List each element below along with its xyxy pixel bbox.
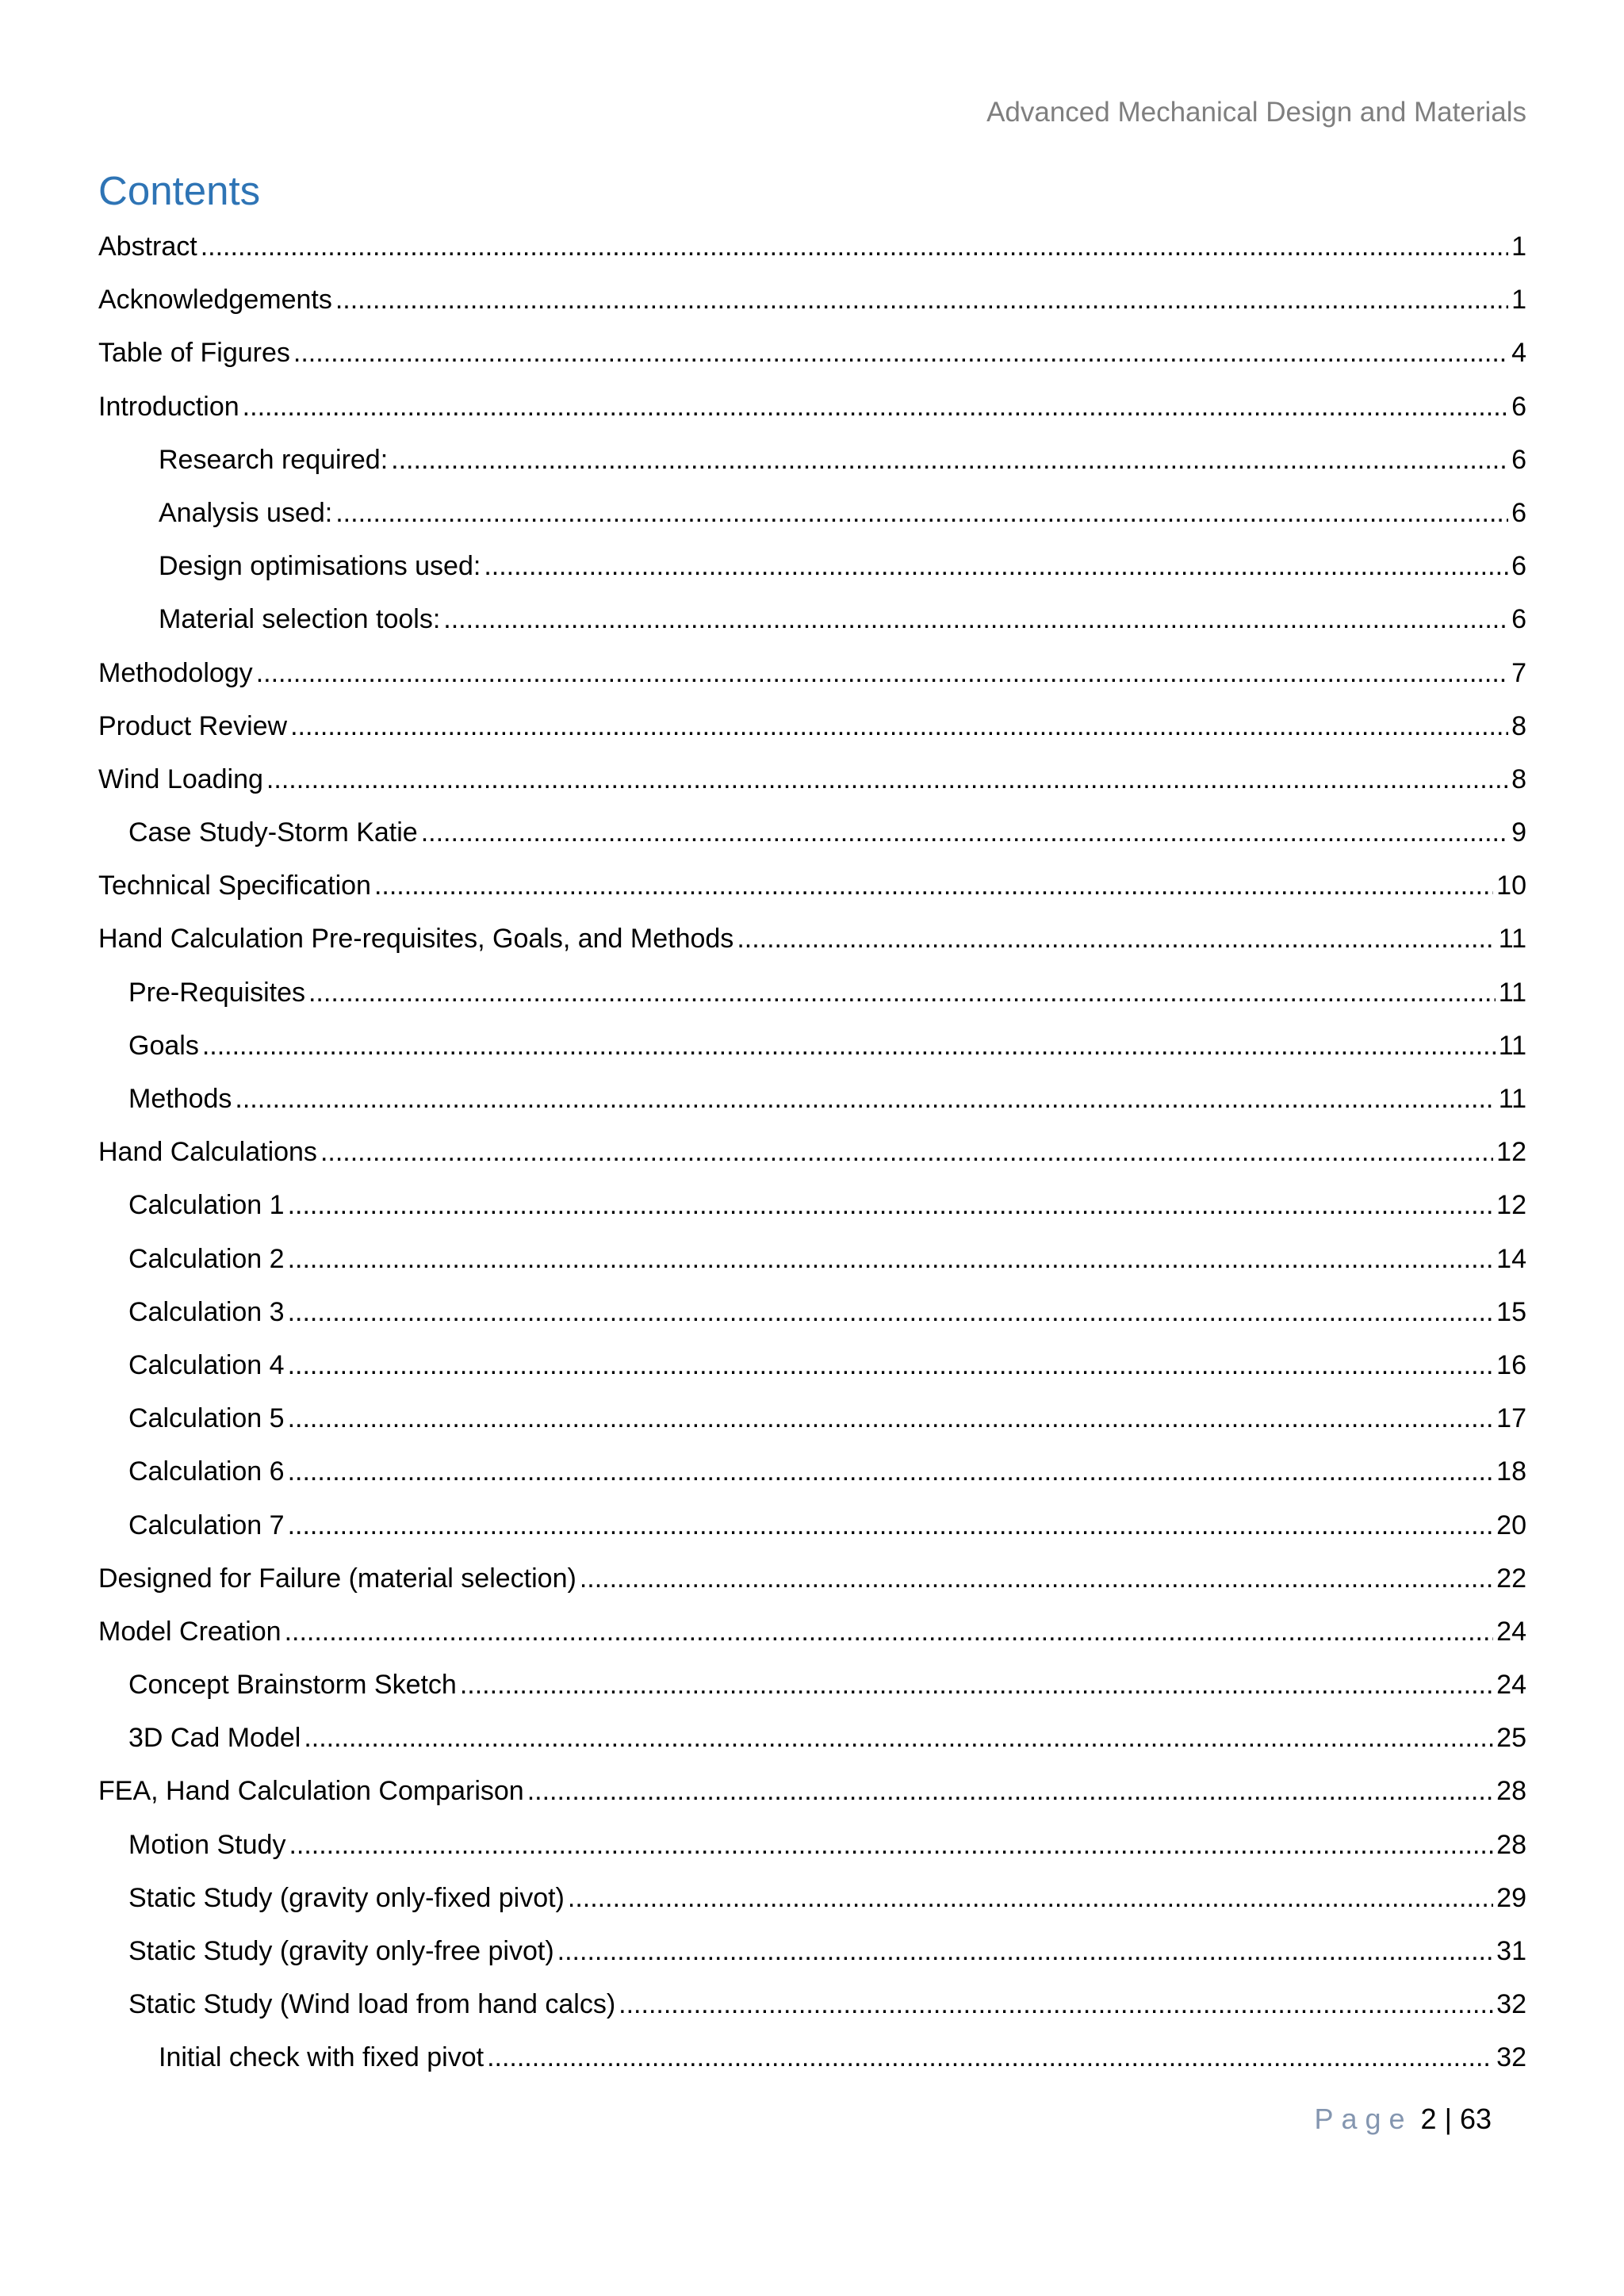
toc-entry-label[interactable]: Calculation 3: [128, 1296, 285, 1327]
toc-entry-page[interactable]: 32: [1496, 2042, 1526, 2073]
page-number-current: 2: [1420, 2103, 1437, 2135]
toc-entry-label[interactable]: Static Study (Wind load from hand calcs): [128, 1989, 616, 2020]
toc-entry-page[interactable]: 17: [1496, 1403, 1526, 1434]
toc-entry-page[interactable]: 29: [1496, 1882, 1526, 1913]
toc-entry-page[interactable]: 11: [1498, 977, 1526, 1008]
toc-dot-leader: [288, 1505, 1494, 1546]
toc-entry-page[interactable]: 1: [1511, 285, 1526, 316]
toc-entry-label[interactable]: Table of Figures: [98, 338, 290, 369]
toc-entry-page[interactable]: 22: [1496, 1563, 1526, 1594]
toc-entry[interactable]: [98, 439, 1526, 492]
toc-dot-leader: [256, 652, 1508, 694]
toc-entry-label[interactable]: Analysis used:: [159, 497, 333, 528]
toc-entry[interactable]: [98, 865, 1526, 918]
toc-entry-page[interactable]: 14: [1496, 1243, 1526, 1274]
toc-entry[interactable]: [98, 1931, 1526, 1984]
toc-entry-label[interactable]: Calculation 5: [128, 1403, 285, 1434]
toc-entry-page[interactable]: 16: [1496, 1349, 1526, 1380]
toc-entry[interactable]: [98, 1184, 1526, 1238]
toc-dot-leader: [737, 918, 1495, 959]
toc-entry-label[interactable]: 3D Cad Model: [128, 1723, 301, 1754]
toc-entry[interactable]: [98, 545, 1526, 599]
toc-entry-label[interactable]: Static Study (gravity only-fixed pivot): [128, 1882, 565, 1913]
toc-entry[interactable]: [98, 972, 1526, 1025]
toc-entry-label[interactable]: Design optimisations used:: [159, 551, 481, 582]
toc-entry-page[interactable]: 24: [1496, 1670, 1526, 1701]
toc-entry-page[interactable]: 11: [1498, 924, 1526, 955]
toc-entry-label[interactable]: Material selection tools:: [159, 604, 441, 635]
toc-entry-page[interactable]: 12: [1496, 1190, 1526, 1221]
toc-entry[interactable]: [98, 706, 1526, 759]
toc-entry-label[interactable]: Motion Study: [128, 1829, 286, 1860]
toc-entry-page[interactable]: 12: [1496, 1137, 1526, 1168]
toc-entry[interactable]: [98, 1770, 1526, 1823]
toc-dot-leader: [288, 1398, 1494, 1439]
toc-dot-leader: [243, 386, 1508, 427]
toc-entry-page[interactable]: 10: [1496, 871, 1526, 901]
toc-entry[interactable]: [98, 1984, 1526, 2037]
toc-dot-leader: [460, 1664, 1493, 1705]
toc-entry-page[interactable]: 24: [1496, 1616, 1526, 1647]
page-footer: [1314, 2103, 1492, 2136]
toc-entry-page[interactable]: 15: [1496, 1296, 1526, 1327]
toc-dot-leader: [335, 492, 1508, 534]
toc-entry[interactable]: [98, 1824, 1526, 1877]
toc-entry-page[interactable]: 20: [1496, 1510, 1526, 1540]
toc-entry-page[interactable]: 7: [1511, 657, 1526, 688]
toc-entry-page[interactable]: 6: [1511, 497, 1526, 528]
toc-dot-leader: [293, 332, 1508, 373]
toc-dot-leader: [527, 1770, 1493, 1812]
toc-entry[interactable]: [98, 1611, 1526, 1664]
toc-dot-leader: [304, 1717, 1493, 1758]
toc-dot-leader: [308, 972, 1496, 1013]
toc-entry-label[interactable]: Model Creation: [98, 1616, 282, 1647]
toc-dot-leader: [201, 226, 1508, 267]
toc-entry-label[interactable]: Abstract: [98, 232, 197, 262]
toc-entry-page[interactable]: 6: [1511, 551, 1526, 582]
toc-entry-page[interactable]: 8: [1511, 763, 1526, 794]
toc-entry-page[interactable]: 31: [1496, 1936, 1526, 1966]
toc-entry-label[interactable]: Case Study-Storm Katie: [128, 817, 418, 848]
toc-entry-page[interactable]: 6: [1511, 391, 1526, 422]
toc-entry-label[interactable]: Introduction: [98, 391, 239, 422]
toc-dot-leader: [487, 2037, 1493, 2078]
toc-entry[interactable]: [98, 652, 1526, 706]
toc-entry-page[interactable]: 11: [1498, 1084, 1526, 1114]
toc-dot-leader: [391, 439, 1508, 480]
toc-dot-leader: [288, 1292, 1494, 1333]
toc-entry-label[interactable]: Static Study (gravity only-free pivot): [128, 1936, 554, 1966]
toc-entry[interactable]: [98, 279, 1526, 332]
toc-entry-label[interactable]: Designed for Failure (material selection): [98, 1563, 576, 1594]
toc-entry-page[interactable]: 25: [1496, 1723, 1526, 1754]
toc-dot-leader: [580, 1558, 1493, 1599]
toc-entry[interactable]: [98, 1505, 1526, 1558]
toc-dot-leader: [288, 1451, 1494, 1492]
toc-dot-leader: [290, 706, 1508, 747]
toc-entry-page[interactable]: 9: [1511, 817, 1526, 848]
toc-entry-page[interactable]: 8: [1511, 710, 1526, 741]
toc-dot-leader: [557, 1931, 1494, 1972]
toc-dot-leader: [288, 1345, 1494, 1386]
toc-entry[interactable]: [98, 226, 1526, 279]
toc-entry[interactable]: [98, 1877, 1526, 1931]
page-number-separator: |: [1444, 2103, 1452, 2135]
toc-entry-label[interactable]: Methodology: [98, 657, 253, 688]
toc-dot-leader: [374, 865, 1493, 906]
toc-entry-page[interactable]: 6: [1511, 604, 1526, 635]
page-number-total: 63: [1459, 2103, 1492, 2135]
toc-entry-label[interactable]: Wind Loading: [98, 763, 263, 794]
toc-entry-label[interactable]: Hand Calculations: [98, 1137, 317, 1168]
toc-dot-leader: [285, 1611, 1494, 1652]
toc-entry-page[interactable]: 6: [1511, 444, 1526, 475]
toc-entry[interactable]: [98, 1664, 1526, 1717]
toc-entry-label[interactable]: Calculation 7: [128, 1510, 285, 1540]
toc-dot-leader: [235, 1078, 1495, 1119]
toc-entry[interactable]: [98, 812, 1526, 865]
toc-entry[interactable]: [98, 759, 1526, 812]
toc-title: Contents: [98, 168, 261, 213]
toc-entry-label[interactable]: Calculation 4: [128, 1349, 285, 1380]
toc-entry-page[interactable]: 32: [1496, 1989, 1526, 2020]
toc-entry-label[interactable]: Initial check with fixed pivot: [159, 2042, 485, 2073]
page-word: Page: [1314, 2103, 1413, 2135]
toc-entry-label[interactable]: Calculation 1: [128, 1190, 285, 1221]
toc-entry-page[interactable]: 28: [1496, 1829, 1526, 1860]
table-of-contents: [98, 226, 1526, 2091]
toc-dot-leader: [202, 1025, 1496, 1066]
toc-entry[interactable]: [98, 1292, 1526, 1345]
toc-entry-label[interactable]: Technical Specification: [98, 871, 371, 901]
toc-entry[interactable]: [98, 1131, 1526, 1184]
toc-entry-label[interactable]: FEA, Hand Calculation Comparison: [98, 1776, 524, 1807]
toc-entry[interactable]: [98, 332, 1526, 385]
toc-dot-leader: [266, 759, 1508, 800]
toc-entry-label[interactable]: Goals: [128, 1030, 199, 1061]
toc-entry-label[interactable]: Methods: [128, 1084, 232, 1114]
toc-entry[interactable]: [98, 492, 1526, 545]
running-header: Advanced Mechanical Design and Materials: [986, 97, 1526, 128]
toc-dot-leader: [421, 812, 1508, 853]
toc-dot-leader: [443, 599, 1508, 640]
toc-dot-leader: [289, 1824, 1493, 1866]
toc-entry-page[interactable]: 18: [1496, 1456, 1526, 1487]
toc-entry-page[interactable]: 4: [1511, 338, 1526, 369]
toc-entry-label[interactable]: Product Review: [98, 710, 288, 741]
toc-entry[interactable]: [98, 1078, 1526, 1131]
toc-entry[interactable]: [98, 1025, 1526, 1078]
toc-entry[interactable]: [98, 386, 1526, 439]
toc-entry-label[interactable]: Calculation 6: [128, 1456, 285, 1487]
toc-dot-leader: [288, 1238, 1494, 1280]
toc-entry-label[interactable]: Acknowledgements: [98, 285, 332, 316]
toc-entry[interactable]: [98, 1238, 1526, 1292]
toc-entry-page[interactable]: 28: [1496, 1776, 1526, 1807]
toc-entry[interactable]: [98, 1398, 1526, 1451]
toc-entry[interactable]: [98, 1558, 1526, 1611]
toc-dot-leader: [484, 545, 1508, 587]
toc-dot-leader: [320, 1131, 1493, 1173]
toc-entry-label[interactable]: Research required:: [159, 444, 389, 475]
toc-entry-page[interactable]: 11: [1498, 1030, 1526, 1061]
toc-entry[interactable]: [98, 1717, 1526, 1770]
toc-entry-label[interactable]: Pre-Requisites: [128, 977, 305, 1008]
toc-dot-leader: [619, 1984, 1493, 2025]
toc-entry-page[interactable]: 1: [1511, 232, 1526, 262]
toc-entry-label[interactable]: Hand Calculation Pre-requisites, Goals, and Methods: [98, 924, 734, 955]
toc-entry[interactable]: [98, 918, 1526, 971]
toc-entry[interactable]: [98, 1345, 1526, 1398]
toc-entry[interactable]: [98, 1451, 1526, 1504]
toc-entry-label[interactable]: Concept Brainstorm Sketch: [128, 1670, 457, 1701]
toc-entry[interactable]: [98, 2037, 1526, 2090]
toc-dot-leader: [288, 1184, 1494, 1226]
toc-entry-label[interactable]: Calculation 2: [128, 1243, 285, 1274]
toc-dot-leader: [568, 1877, 1493, 1919]
toc-dot-leader: [335, 279, 1508, 320]
toc-entry[interactable]: [98, 599, 1526, 652]
